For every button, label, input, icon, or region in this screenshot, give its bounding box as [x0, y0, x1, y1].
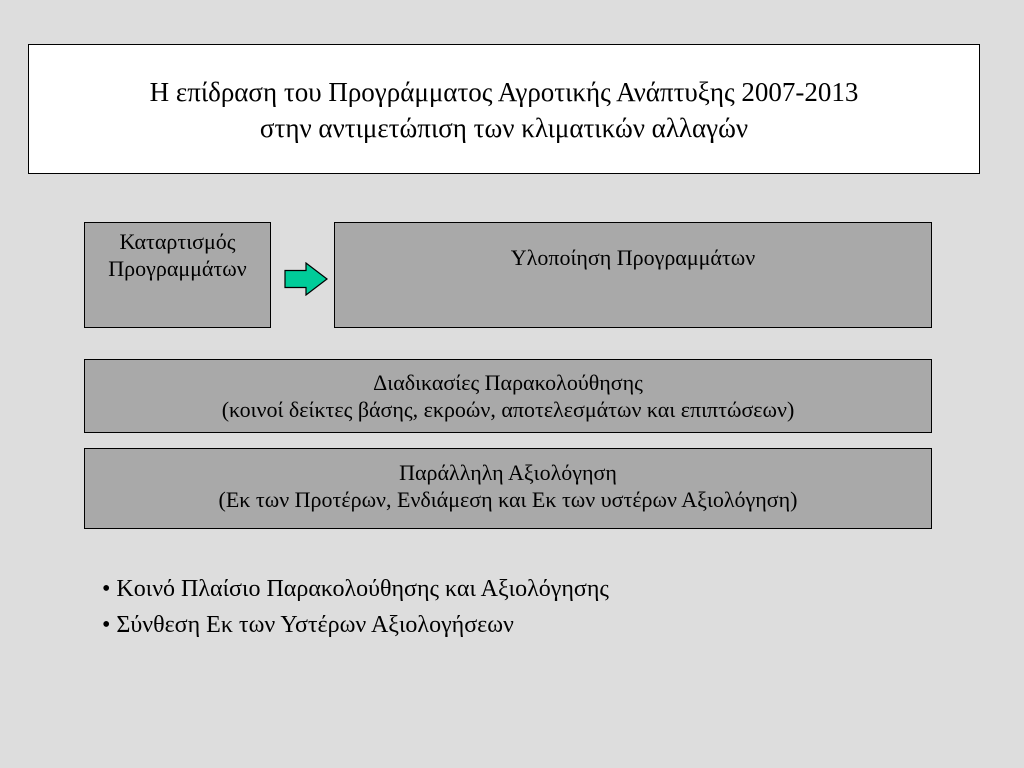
preparation-line-1: Καταρτισμός	[119, 229, 236, 254]
arrow-shape	[285, 263, 327, 295]
title-line-2: στην αντιμετώπιση των κλιματικών αλλαγών	[259, 113, 749, 143]
bullet-marker: •	[102, 612, 111, 638]
bullet-item	[102, 607, 609, 643]
evaluation-line-1: Παράλληλη Αξιολόγηση	[399, 460, 617, 485]
bullet-item	[102, 571, 609, 607]
parallel-evaluation-box	[84, 448, 932, 529]
monitoring-line-2: (κοινοί δείκτες βάσης, εκροών, αποτελεσμάτων και επιπτώσεων)	[221, 397, 795, 422]
evaluation-line-2: (Εκ των Προτέρων, Ενδιάμεση και Εκ των υστέρων Αξιολόγηση)	[218, 487, 798, 512]
bullet-list	[102, 571, 609, 643]
implementation-label: Υλοποίηση Προγραμμάτων	[510, 245, 756, 270]
program-preparation-box	[84, 222, 271, 328]
monitoring-procedures-box	[84, 359, 932, 433]
title-line-1: Η επίδραση του Προγράμματος Αγροτικής Ανάπτυξης 2007-2013	[149, 77, 859, 107]
right-arrow-icon	[284, 262, 328, 296]
monitoring-line-1: Διαδικασίες Παρακολούθησης	[373, 370, 643, 395]
slide-title	[28, 44, 980, 174]
preparation-line-2: Προγραμμάτων	[108, 256, 247, 281]
bullet-text: Σύνθεση Εκ των Υστέρων Αξιολογήσεων	[116, 612, 514, 638]
bullet-text: Κοινό Πλαίσιο Παρακολούθησης και Αξιολόγησης	[116, 576, 609, 602]
bullet-marker: •	[102, 576, 111, 602]
program-implementation-box	[334, 222, 932, 328]
